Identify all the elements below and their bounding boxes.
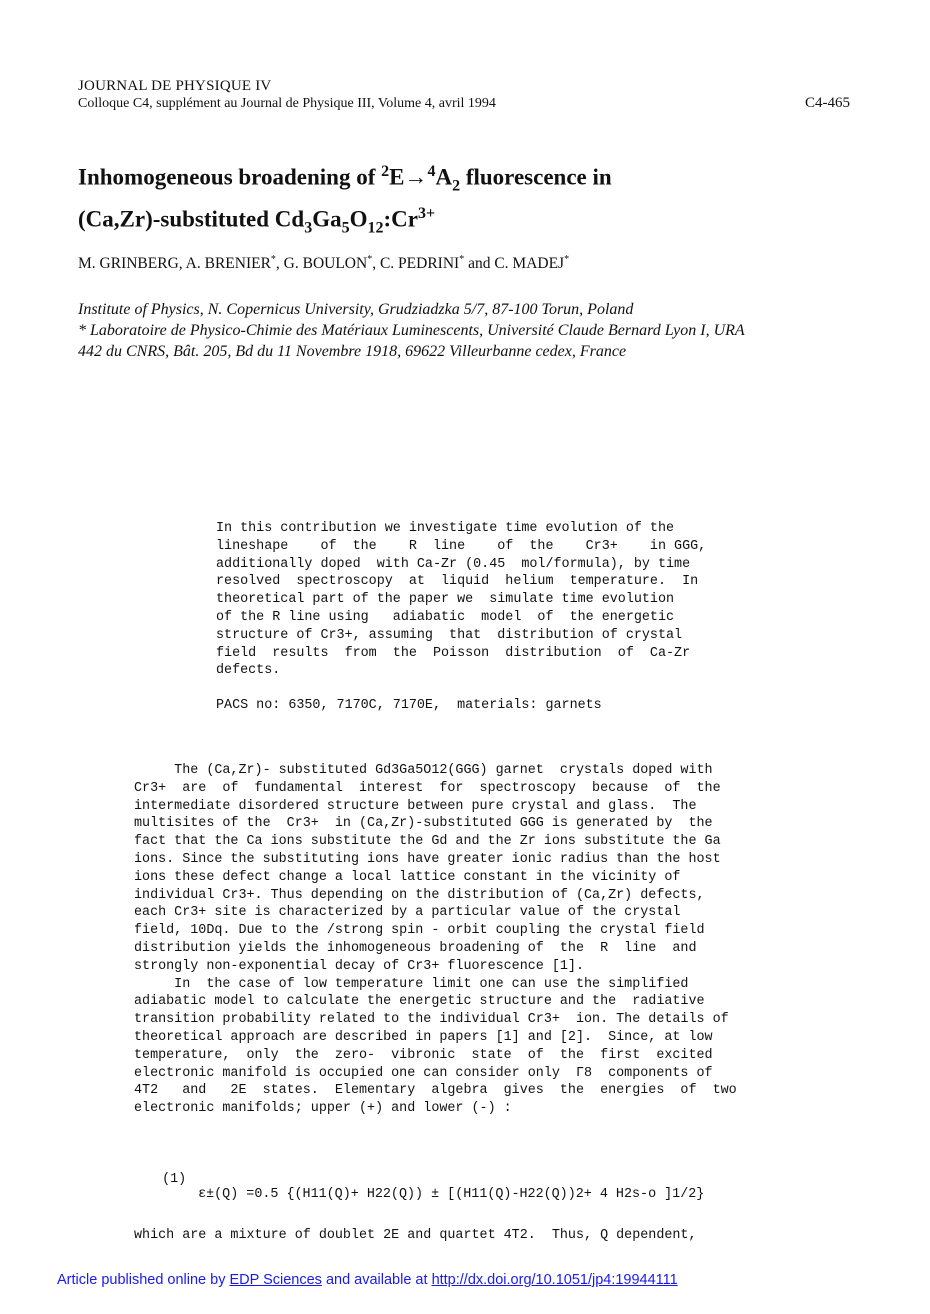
paper-title: Inhomogeneous broadening of $^2E\to^4A_2$ fluorescence in (Ca,Zr)-substituted $Cd_3Ga_5O_{12}:Cr^{3+}$ — [78, 163, 612, 237]
equation-number: (1) — [162, 1172, 187, 1187]
affiliation-1: Institute of Physics, N. Copernicus University, Grudziadzka 5/7, 87-100 Torun, Poland — [78, 301, 634, 318]
affiliations — [78, 299, 868, 362]
edp-sciences-link[interactable]: EDP Sciences — [229, 1272, 322, 1288]
publication-footer: Article published online by EDP Sciences and available at http://dx.doi.org/10.1051/jp4:19944111 — [57, 1272, 678, 1288]
doi-link[interactable]: http://dx.doi.org/10.1051/jp4:19944111 — [431, 1272, 678, 1288]
author: G. BOULON*, — [283, 254, 380, 273]
author-list — [78, 254, 569, 273]
author: C. MADEJ* — [494, 254, 570, 273]
equation-body: ε±(Q) =0.5 {(H11(Q)+ H22(Q)) ± [(H11(Q)-H22(Q))2+ 4 H2s-o ]1/2} — [198, 1187, 705, 1202]
affiliation-2: * Laboratoire de Physico-Chimie des Matériaux Luminescents, Université Claude Bernard Lyon I, URA — [78, 322, 745, 339]
body-text-continued: which are a mixture of doublet 2E and quartet 4T2. Thus, Q dependent, — [134, 1228, 697, 1243]
author: C. PEDRINI* and — [379, 254, 495, 273]
journal-name: JOURNAL DE PHYSIQUE IV — [78, 78, 272, 94]
abstract: In this contribution we investigate time evolution of the lineshape of the R line of the Cr3+ in GGG, additionally doped with Ca-Zr (0.45 mol/formula), by time resolved spectroscopy at liquid helium temperature. In theoretical part of the paper we simulate time evolution of the R line using adiabatic model of the energetic structure of Cr3+, assuming that distribution of crystal field results from the Poisson distribution of Ca-Zr defects. — [216, 521, 707, 679]
author: A. BRENIER*, — [185, 254, 284, 273]
journal-issue: Colloque C4, supplément au Journal de Physique III, Volume 4, avril 1994 — [78, 96, 496, 111]
body-text: The (Ca,Zr)- substituted Gd3Ga5O12(GGG) garnet crystals doped with Cr3+ are of fundamental interest for spectroscopy because of the intermediate disordered structure between pure crystal and glass. The multisites of the Cr3+ in (Ca,Zr)-substituted GGG is generated by the fact that the Ca ions substitute the Gd and the Zr ions substitute the Ga ions. Since the substituting ions have greater ionic radius than the host ions these defect change a local lattice constant in the vicinity of individual Cr3+. Thus depending on the distribution of (Ca,Zr) defects, each Cr3+ site is characterized by a particular value of the crystal field, 10Dq. Due to the /strong spin - orbit coupling the crystal field distribution yields the inhomogeneous broadening of the R line and strongly non-exponential decay of Cr3+ fluorescence [1]. In the case of low temperature limit one can use the simplified adiabatic model to calculate the energetic structure and the radiative transition probability related to the individual Cr3+ ion. The details of theoretical approach are described in papers [1] and [2]. Since, at low temperature, only the zero- vibronic state of the first excited electronic manifold is occupied one can consider only Γ8 components of 4T2 and 2E states. Elementary algebra gives the energies of two electronic manifolds; upper (+) and lower (-) : — [134, 763, 737, 1117]
affiliation-2-cont: 442 du CNRS, Bât. 205, Bd du 11 Novembre 1918, 69622 Villeurbanne cedex, France — [78, 343, 627, 360]
author: M. GRINBERG, — [78, 255, 186, 273]
pacs-line: PACS no: 6350, 7170C, 7170E, materials: garnets — [216, 698, 602, 713]
equation-1 — [146, 1157, 704, 1202]
page-number: C4-465 — [805, 95, 850, 111]
